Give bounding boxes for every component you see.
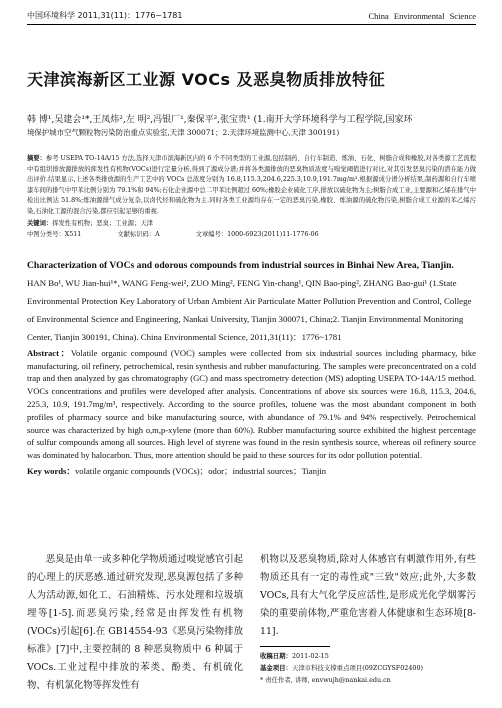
affiliation-cn: 境保护城市空气颗粒物污染防治重点实验室,天津 300071；2.天津环境监测中心,天津 300191) bbox=[27, 128, 340, 137]
fund-text: 天津市科技支撑重点项目(09ZCGYSF02400) bbox=[291, 664, 424, 672]
abstract-cn-label: 摘要： bbox=[27, 155, 46, 162]
keywords-cn-label: 关键词： bbox=[27, 219, 53, 227]
abstract-cn-text: 参考 USEPA TO-14A/15 方法,选择天津市滨海新区内的 6 个不同类型的工业源,包括制药、自行车制造、炼油、石化、树脂合成和橡胶,对各类源工艺流程中有组织排放源排放的挥发性有机物(VOCs)进行定量分析,得到了源成分谱;并将各类源排放的恶臭物质浓度与嗅觉阈值进行对比,对其引发恶臭污染的潜在能力做出评价.结果显示,上述各类排放源的生产工艺中的 VOCs 总浓度分别为 16.8,115.3,204.6,225.3,10.9,191.7mg/m³.根据源成分谱分析结果,制药源和自行车喷漆车间的排气中甲苯比例分别为 79.1%和 94%;石化企业源中总二甲苯比例超过 60%;橡胶企业硫化工序,排放以硫化物为主;树脂合成工业,主要源和乙烯在排气中检出比例达 51.8%;炼油源排气成分复杂,以卤代烃和硫化物为主.同时各类工业源均存在一定的恶臭污染,橡胶、炼油源的硫化物污染,树脂合成工业源的苯乙烯污染,石油化工源的混合污染,都应引起足够的重视. bbox=[27, 155, 477, 215]
abstract-en-text: Volatile organic compound (VOC) samples were collected from six industrial sources including pharmacy, bike manufacturing, oil refinery, petrochemical, resin synthesis and rubber manufacturing. The samples were preconcentrated on a cold trap and then analyzed by gas chromatography (GC) and mass spectrometry detection (MS) adopting USEPA TO-14A/15 method. VOCs concentrations and profiles were developed after analysis. Concentrations of above six sources were 16.8, 115.3, 204.6, 225.3, 10.9, 191.7mg/m³, respectively. According to the source profiles, toluene was the most abundant component in both profiles of pharmacy source and bike manufacturing source, with abundance of 79.1% and 94% respectively. Petrochemical source was characterized by high o,m,p-xylene (more than 60%). Rubber manufacturing source exhibited the highest percentage of sulfur compounds among all sources. High level of styrene was found in the resin synthesis source, whereas oil refinery source was dominated by halocarbon. Thus, more attention should be paid to these sources for its odor pollution potential. bbox=[27, 347, 476, 461]
body-left-paragraph: 恶臭是由单一或多种化学物质通过嗅觉感官引起的心理上的厌恶感.通过研究发现,恶臭源包括了多种人为活动源,如化工、石油精炼、污水处理和垃圾填埋等[1-5].而恶臭污染,经常是由挥发性有机物(VOCs)引起[6].在 GB14554-93《恶臭污染物排放标准》[7]中,主要控制的 8 种恶臭物质中 6 种属于 VOCs.工业过程中排放的苯类、酚类、有机硫化物、有机氯化物等挥发性有 bbox=[27, 554, 243, 691]
body-left-column bbox=[27, 551, 243, 695]
footnote-fund bbox=[260, 662, 476, 674]
keywords-en-label: Key words： bbox=[27, 465, 75, 476]
english-block bbox=[27, 255, 476, 478]
classification-line bbox=[27, 230, 476, 241]
footnote-divider bbox=[260, 646, 330, 647]
article-number: 文章编号：1000-6923(2011)11-1776-06 bbox=[195, 231, 319, 239]
title-en: Characterization of VOCs and odorous compounds from industrial sources in Binhai New Area, Tianjin. bbox=[27, 259, 454, 271]
document-code: 文献标识码：A bbox=[117, 231, 160, 239]
footnote-corresponding: * 责任作者, 讲师, envwujh@nankai.edu.cn bbox=[260, 676, 391, 684]
authors-cn: 韩 博¹,吴建会¹*,王凤炜²,左 明²,冯银厂¹,秦保平²,张宝贵¹ (1.南开大学环境科学与工程学院,国家环 bbox=[27, 115, 413, 125]
keywords-en-text: volatile organic compounds (VOCs)；odor；industrial sources；Tianjin bbox=[74, 465, 327, 476]
body-right-paragraph: 机物以及恶臭物质,除对人体感官有刺激作用外,有些物质还具有一定的毒性或"三致"效应;此外,大多数 VOCs,具有大气化学反应活性,是形成光化学烟雾污染的重要前体物,严重危害着人体健康和生态环境[8-11]. bbox=[260, 554, 476, 637]
body-columns bbox=[27, 551, 476, 695]
fund-label: 基金项目： bbox=[260, 664, 292, 672]
clc-number: 中图分类号：X511 bbox=[27, 231, 82, 239]
received-label: 收稿日期： bbox=[260, 652, 292, 660]
title-cn: 天津滨海新区工业源 VOCs 及恶臭物质排放特征 bbox=[27, 70, 386, 89]
authors-en: HAN Bo¹, WU Jian-hui¹*, WANG Feng-wei², ZUO Ming², FENG Yin-chang¹, QIN Bao-ping², ZHANG Bao-gui¹ (1.State Environmental Protection Key Laboratory of Urban Ambient Air Particulate Matter Pollution Prevention and Control, College of Environmental Science and Engineering, Nankai University, Tianjin 300071, China;2. Tianjin Environmental Monitoring Center, Tianjin 300191, China). China Environmental Science, 2011,31(11)：1776~1781 bbox=[27, 277, 472, 342]
abstract-en-label: Abstract： bbox=[27, 347, 71, 358]
running-header bbox=[27, 0, 476, 25]
body-right-column bbox=[260, 551, 476, 695]
abstract-en bbox=[27, 347, 476, 462]
footnote-received bbox=[260, 650, 476, 662]
abstract-cn bbox=[27, 154, 476, 218]
header-journal-en: China Environmental Science bbox=[368, 11, 476, 21]
header-journal-cn: 中国环境科学 2011,31(11)：1776~1781 bbox=[27, 11, 183, 20]
received-date: 2011-02-15 bbox=[291, 652, 329, 660]
keywords-cn-text: 挥发性有机物；恶臭；工业源；天津 bbox=[52, 219, 153, 227]
keywords-cn bbox=[27, 219, 476, 230]
keywords-en bbox=[27, 465, 476, 478]
